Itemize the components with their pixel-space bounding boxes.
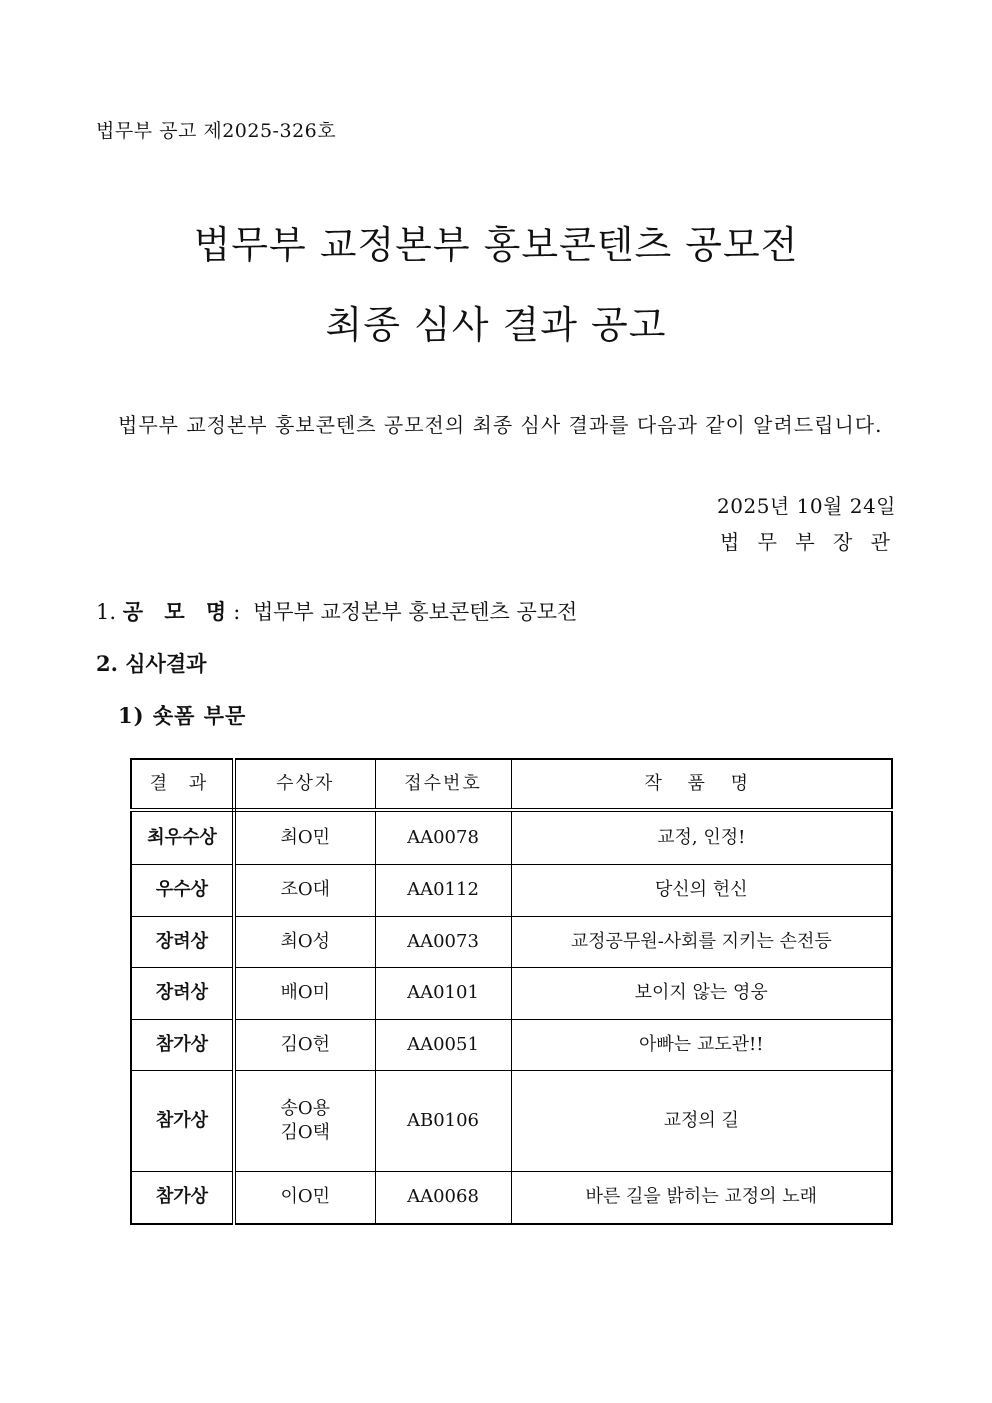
winner-name: 이O민	[280, 1186, 331, 1208]
document-title-line2: 최종 심사 결과 공고	[325, 303, 667, 347]
table-row	[131, 810, 892, 865]
receipt-cell: AA0101	[375, 968, 511, 1019]
table-row	[131, 968, 892, 1019]
section-results	[96, 648, 206, 678]
title-cell: 교정의 길	[511, 1071, 892, 1172]
signer: 법 무 부 장 관	[719, 530, 896, 554]
winner-name: 최O민	[280, 827, 331, 849]
document-title-line1: 법무부 교정본부 홍보콘텐츠 공모전	[193, 223, 799, 267]
award-cell: 우수상	[131, 865, 234, 916]
section-number: 2.	[96, 651, 118, 676]
winner-cell	[234, 1019, 375, 1070]
receipt-cell: AA0068	[375, 1171, 511, 1224]
title-cell: 바른 길을 밝히는 교정의 노래	[511, 1171, 892, 1224]
award-cell: 참가상	[131, 1171, 234, 1224]
receipt-cell: AA0078	[375, 810, 511, 865]
winner-cell	[234, 1071, 375, 1172]
award-cell: 장려상	[131, 916, 234, 967]
table-row	[131, 1019, 892, 1070]
winner-cell	[234, 865, 375, 916]
winner-cell	[234, 810, 375, 865]
award-cell: 참가상	[131, 1071, 234, 1172]
header-result: 결 과	[131, 759, 234, 810]
header-winner: 수상자	[234, 759, 375, 810]
title-cell: 보이지 않는 영웅	[511, 968, 892, 1019]
winner-name: 김O헌	[280, 1033, 331, 1055]
table-header-row	[131, 759, 892, 810]
receipt-cell: AA0051	[375, 1019, 511, 1070]
receipt-cell: AB0106	[375, 1071, 511, 1172]
title-cell: 당신의 헌신	[511, 865, 892, 916]
section-contest-name	[96, 596, 577, 626]
winner-name: 조O대	[280, 879, 331, 901]
title-cell: 아빠는 교도관!!	[511, 1019, 892, 1070]
winner-name: 김O택	[280, 1121, 331, 1143]
winner-cell	[234, 1171, 375, 1224]
title-cell: 교정공무원-사회를 지키는 손전등	[511, 916, 892, 967]
announcement-date: 2025년 10월 24일	[717, 494, 896, 518]
award-cell: 장려상	[131, 968, 234, 1019]
section-value: 법무부 교정본부 홍보콘텐츠 공모전	[252, 600, 578, 624]
award-cell: 참가상	[131, 1019, 234, 1070]
title-cell: 교정, 인정!	[511, 810, 892, 865]
winner-name: 송O용	[280, 1097, 331, 1119]
receipt-cell: AA0073	[375, 916, 511, 967]
header-work-title: 작 품 명	[511, 759, 892, 810]
section-label: 심사결과	[125, 651, 207, 676]
table-row	[131, 916, 892, 967]
header-receipt-number: 접수번호	[375, 759, 511, 810]
award-cell: 최우수상	[131, 810, 234, 865]
results-table	[130, 758, 893, 1225]
table-row	[131, 865, 892, 916]
winner-name: 최O성	[280, 930, 331, 952]
notice-number: 법무부 공고 제2025-326호	[96, 120, 337, 142]
table-row	[131, 1171, 892, 1224]
receipt-cell: AA0112	[375, 865, 511, 916]
intro-paragraph: 법무부 교정본부 홍보콘텐츠 공모전의 최종 심사 결과를 다음과 같이 알려드립니다.	[118, 413, 883, 437]
subsection-shortform: 1) 숏폼 부문	[118, 703, 247, 728]
table-row	[131, 1071, 892, 1172]
section-label: 공 모 명	[122, 599, 234, 624]
winner-cell	[234, 916, 375, 967]
section-separator: :	[233, 600, 241, 624]
winner-name: 배O미	[280, 982, 331, 1004]
winner-cell	[234, 968, 375, 1019]
section-number: 1.	[96, 600, 117, 624]
